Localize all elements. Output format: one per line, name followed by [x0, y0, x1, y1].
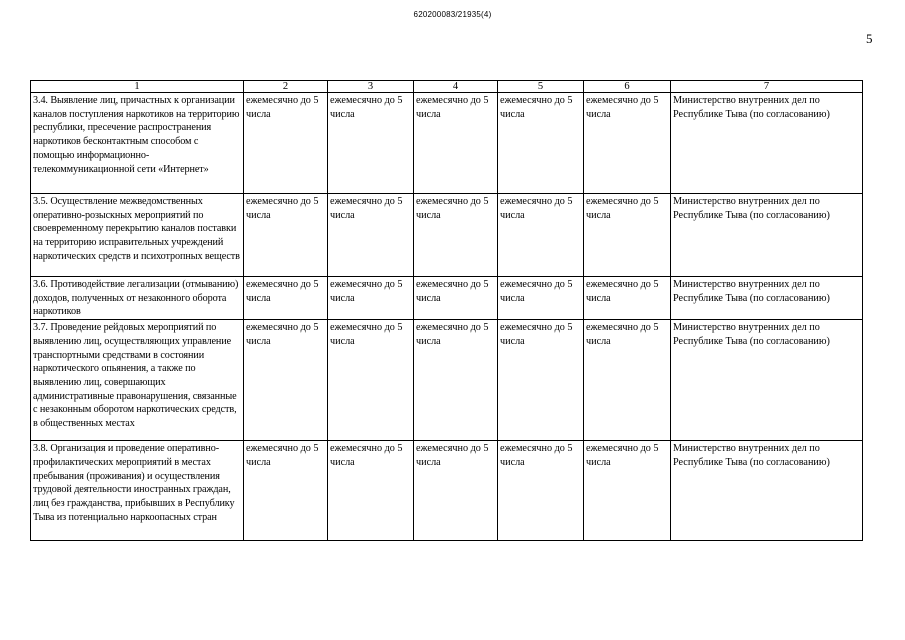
- measure-cell: 3.7. Проведение рейдовых мероприятий по выявлению лиц, осуществляющих управление транспортными средствами в состоянии наркотического опьянения, а также по выявлению лиц, совершающих административные правонарушения, связанные с незаконным оборотом наркотических средств, в общественных местах: [31, 320, 244, 441]
- deadline-cell: ежемесячно до 5 числа: [414, 277, 498, 320]
- col-header-5: 5: [498, 81, 584, 93]
- measure-cell: 3.5. Осуществление межведомственных оперативно-розыскных мероприятий по своевременному перекрытию каналов поставки на территорию исправительных учреждений наркотических средств и психотропных веществ: [31, 194, 244, 277]
- deadline-cell: ежемесячно до 5 числа: [244, 93, 328, 194]
- deadline-cell: ежемесячно до 5 числа: [498, 194, 584, 277]
- plan-table: [30, 80, 863, 541]
- deadline-cell: ежемесячно до 5 числа: [498, 441, 584, 541]
- deadline-cell: ежемесячно до 5 числа: [498, 320, 584, 441]
- deadline-cell: ежемесячно до 5 числа: [328, 277, 414, 320]
- deadline-cell: ежемесячно до 5 числа: [584, 194, 671, 277]
- measure-cell: 3.4. Выявление лиц, причастных к организации каналов поступления наркотиков на территорию республики, пресечение распространения наркотиков бесконтактным способом с помощью информационно-телекоммуникационной сети «Интернет»: [31, 93, 244, 194]
- deadline-cell: ежемесячно до 5 числа: [498, 93, 584, 194]
- deadline-cell: ежемесячно до 5 числа: [328, 93, 414, 194]
- deadline-cell: ежемесячно до 5 числа: [414, 441, 498, 541]
- responsible-cell: Министерство внутренних дел по Республике Тыва (по согласованию): [671, 277, 863, 320]
- deadline-cell: ежемесячно до 5 числа: [328, 194, 414, 277]
- deadline-cell: ежемесячно до 5 числа: [244, 320, 328, 441]
- table-row: [31, 441, 863, 541]
- deadline-cell: ежемесячно до 5 числа: [244, 277, 328, 320]
- deadline-cell: ежемесячно до 5 числа: [414, 320, 498, 441]
- deadline-cell: ежемесячно до 5 числа: [584, 277, 671, 320]
- deadline-cell: ежемесячно до 5 числа: [328, 320, 414, 441]
- deadline-cell: ежемесячно до 5 числа: [244, 441, 328, 541]
- measure-cell: 3.8. Организация и проведение оперативно-профилактических мероприятий в местах пребывания (проживания) и осуществления трудовой деятельности иностранных граждан, лиц без гражданства, прибывших в Республику Тыва из потенциально наркоопасных стран: [31, 441, 244, 541]
- deadline-cell: ежемесячно до 5 числа: [584, 93, 671, 194]
- col-header-4: 4: [414, 81, 498, 93]
- col-header-2: 2: [244, 81, 328, 93]
- deadline-cell: ежемесячно до 5 числа: [498, 277, 584, 320]
- responsible-cell: Министерство внутренних дел по Республике Тыва (по согласованию): [671, 194, 863, 277]
- deadline-cell: ежемесячно до 5 числа: [414, 194, 498, 277]
- measure-cell: 3.6. Противодействие легализации (отмыванию) доходов, полученных от незаконного оборота наркотиков: [31, 277, 244, 320]
- responsible-cell: Министерство внутренних дел по Республике Тыва (по согласованию): [671, 320, 863, 441]
- table-row: [31, 277, 863, 320]
- deadline-cell: ежемесячно до 5 числа: [584, 441, 671, 541]
- page-number: 5: [866, 31, 873, 46]
- responsible-cell: Министерство внутренних дел по Республике Тыва (по согласованию): [671, 93, 863, 194]
- deadline-cell: ежемесячно до 5 числа: [584, 320, 671, 441]
- table-row: [31, 93, 863, 194]
- document-id: 620200083/21935(4): [413, 10, 492, 19]
- deadline-cell: ежемесячно до 5 числа: [414, 93, 498, 194]
- deadline-cell: ежемесячно до 5 числа: [328, 441, 414, 541]
- col-header-3: 3: [328, 81, 414, 93]
- deadline-cell: ежемесячно до 5 числа: [244, 194, 328, 277]
- col-header-1: 1: [31, 81, 244, 93]
- table-row: [31, 320, 863, 441]
- table-row: [31, 194, 863, 277]
- responsible-cell: Министерство внутренних дел по Республике Тыва (по согласованию): [671, 441, 863, 541]
- col-header-7: 7: [671, 81, 863, 93]
- header-row: [31, 81, 863, 93]
- col-header-6: 6: [584, 81, 671, 93]
